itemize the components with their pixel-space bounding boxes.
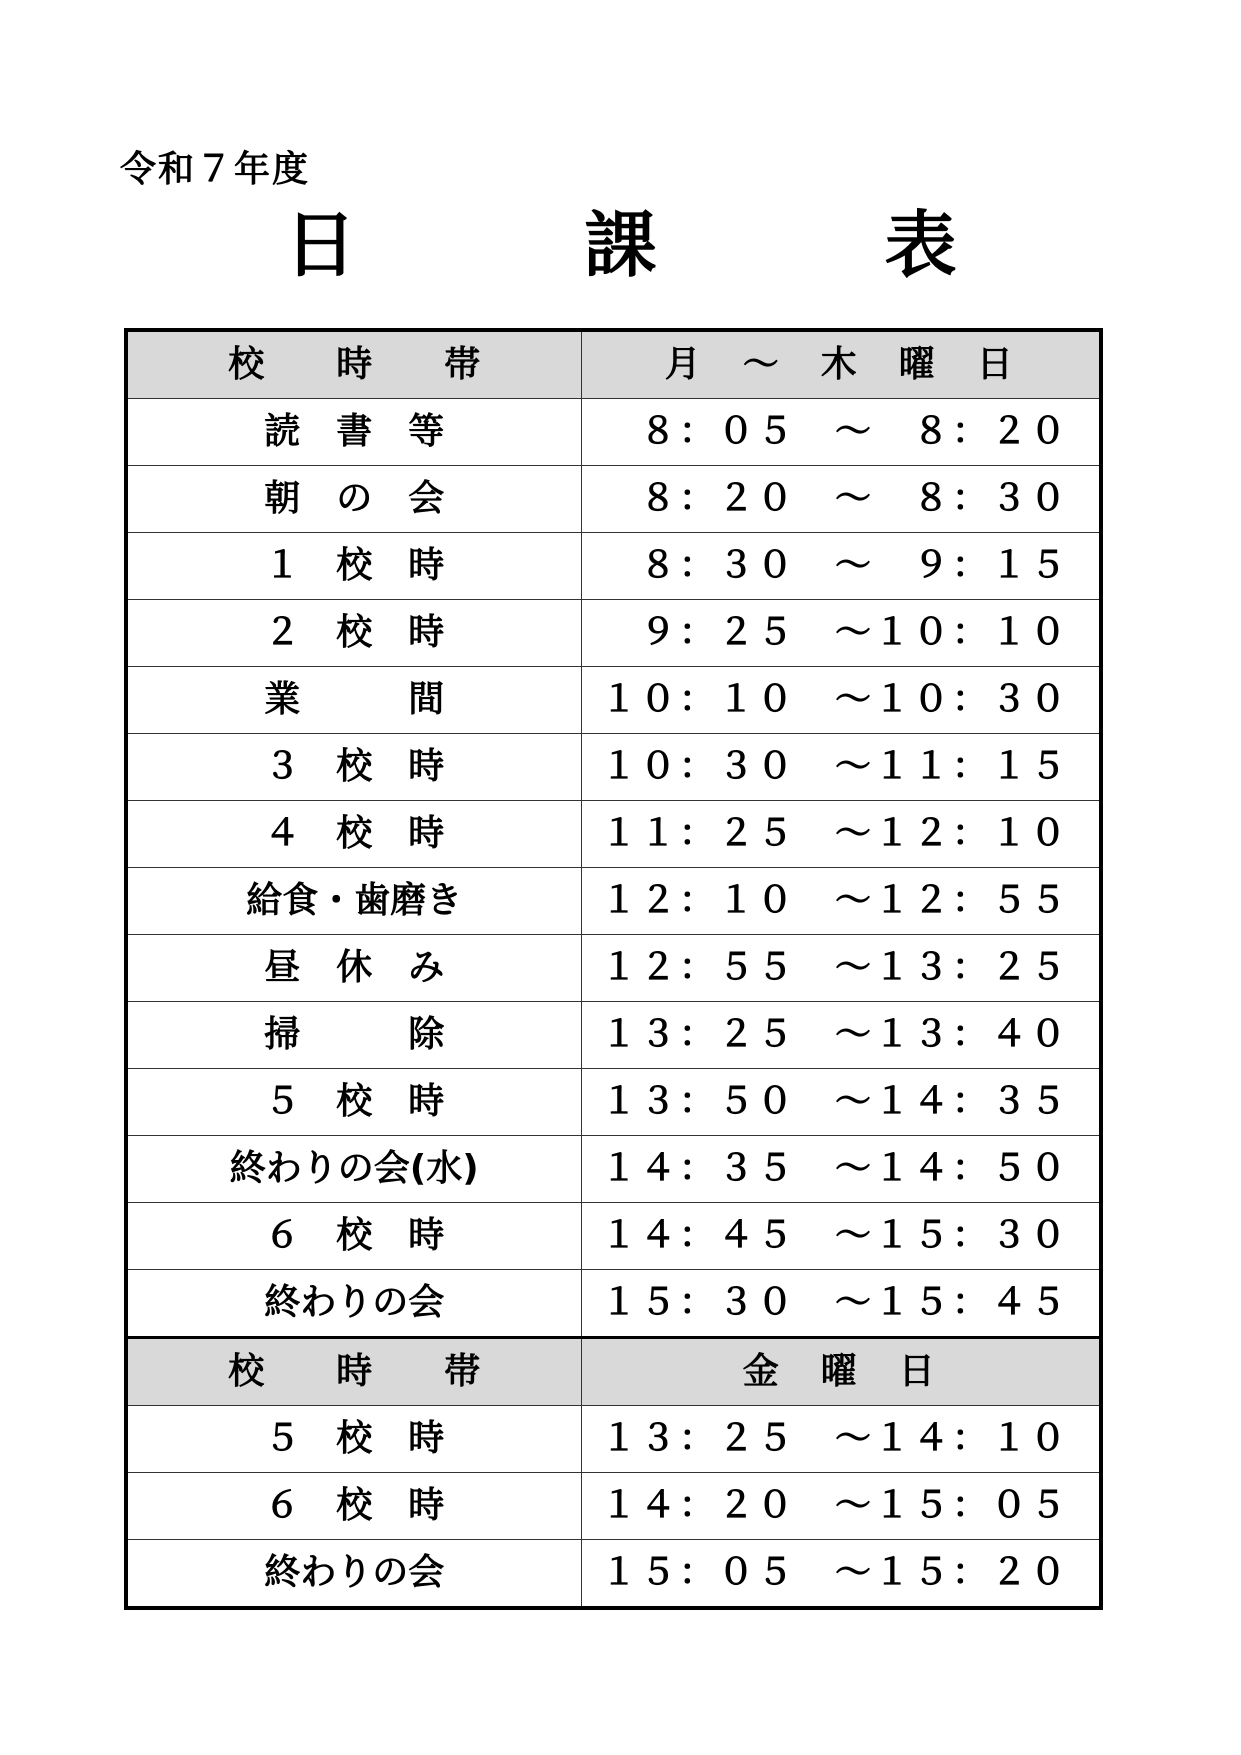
weekday-row <box>126 399 1101 466</box>
weekday-row <box>126 533 1101 600</box>
weekday-period-label: 業 間 <box>126 667 581 734</box>
friday-period-label: 終わりの会 <box>126 1540 581 1609</box>
weekday-row <box>126 801 1101 868</box>
schedule-table <box>124 328 1103 1610</box>
weekday-time-range: １５：３０ ～１５：４５ <box>581 1270 1101 1338</box>
weekday-period-label: 給食・歯磨き <box>126 868 581 935</box>
friday-period-label: ５ 校 時 <box>126 1406 581 1473</box>
friday-header-row <box>126 1338 1101 1406</box>
weekday-row <box>126 466 1101 533</box>
weekday-row <box>126 734 1101 801</box>
weekday-row <box>126 868 1101 935</box>
friday-time-range: １５：０５ ～１５：２０ <box>581 1540 1101 1609</box>
weekday-period-label: 昼 休 み <box>126 935 581 1002</box>
weekday-row <box>126 935 1101 1002</box>
weekday-period-label: ３ 校 時 <box>126 734 581 801</box>
weekday-period-label: 終わりの会 <box>126 1270 581 1338</box>
friday-row <box>126 1540 1101 1609</box>
friday-header-time: 金 曜 日 <box>581 1338 1101 1406</box>
weekday-period-label: １ 校 時 <box>126 533 581 600</box>
schedule-body <box>126 330 1101 1608</box>
weekday-time-range: １３：２５ ～１３：４０ <box>581 1002 1101 1069</box>
weekday-row <box>126 1203 1101 1270</box>
weekday-period-label: ４ 校 時 <box>126 801 581 868</box>
friday-period-label: ６ 校 時 <box>126 1473 581 1540</box>
weekday-row <box>126 1136 1101 1203</box>
weekday-period-label: 朝 の 会 <box>126 466 581 533</box>
weekday-row <box>126 1270 1101 1338</box>
weekday-time-range: １２：５５ ～１３：２５ <box>581 935 1101 1002</box>
friday-row <box>126 1473 1101 1540</box>
weekday-time-range: ８：０５ ～ ８：２０ <box>581 399 1101 466</box>
weekday-header-time: 月 ～ 木 曜 日 <box>581 330 1101 399</box>
weekday-time-range: １１：２５ ～１２：１０ <box>581 801 1101 868</box>
weekday-time-range: ８：２０ ～ ８：３０ <box>581 466 1101 533</box>
weekday-period-label: ５ 校 時 <box>126 1069 581 1136</box>
page-title: 日 課 表 <box>284 203 1035 287</box>
weekday-period-label: ２ 校 時 <box>126 600 581 667</box>
weekday-time-range: １３：５０ ～１４：３５ <box>581 1069 1101 1136</box>
weekday-time-range: ９：２５ ～１０：１０ <box>581 600 1101 667</box>
friday-time-range: １４：２０ ～１５：０５ <box>581 1473 1101 1540</box>
weekday-time-range: １４：４５ ～１５：３０ <box>581 1203 1101 1270</box>
weekday-period-label: 終わりの会(水) <box>126 1136 581 1203</box>
weekday-time-range: ８：３０ ～ ９：１５ <box>581 533 1101 600</box>
friday-time-range: １３：２５ ～１４：１０ <box>581 1406 1101 1473</box>
weekday-header-row <box>126 330 1101 399</box>
weekday-row <box>126 1002 1101 1069</box>
friday-header-period: 校 時 帯 <box>126 1338 581 1406</box>
year-label: 令和７年度 <box>120 149 311 190</box>
weekday-time-range: １０：３０ ～１１：１５ <box>581 734 1101 801</box>
weekday-time-range: １２：１０ ～１２：５５ <box>581 868 1101 935</box>
weekday-period-label: 読 書 等 <box>126 399 581 466</box>
weekday-row <box>126 667 1101 734</box>
weekday-time-range: １０：１０ ～１０：３０ <box>581 667 1101 734</box>
weekday-row <box>126 600 1101 667</box>
weekday-period-label: 掃 除 <box>126 1002 581 1069</box>
weekday-row <box>126 1069 1101 1136</box>
weekday-period-label: ６ 校 時 <box>126 1203 581 1270</box>
friday-row <box>126 1406 1101 1473</box>
weekday-header-period: 校 時 帯 <box>126 330 581 399</box>
weekday-time-range: １４：３５ ～１４：５０ <box>581 1136 1101 1203</box>
